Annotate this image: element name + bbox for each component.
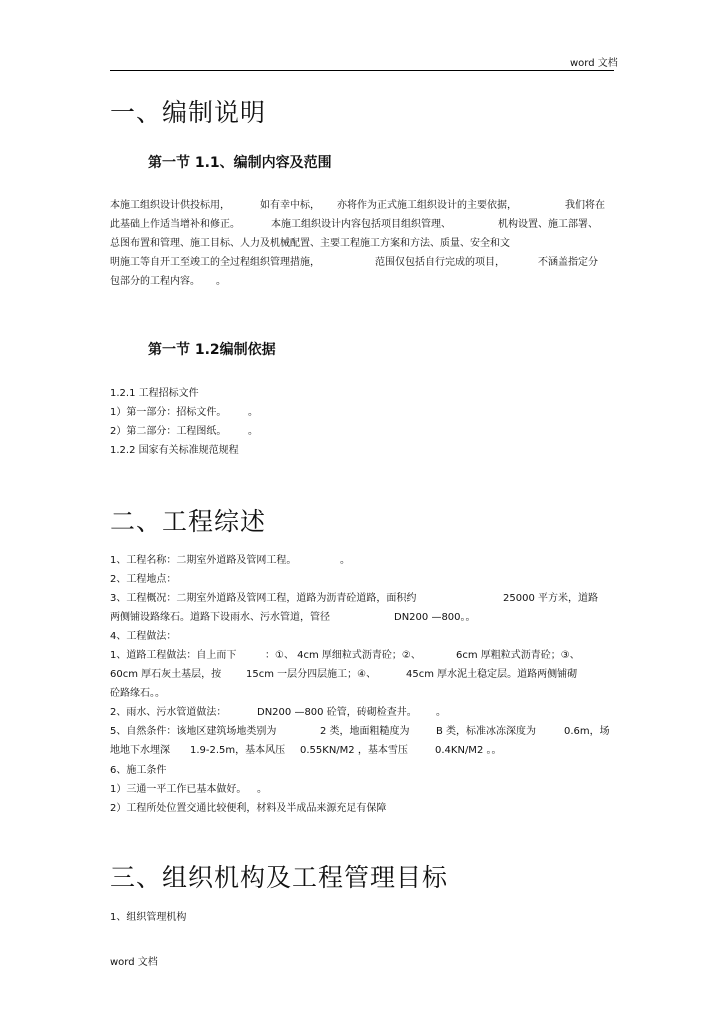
text-segment: 本施工组织设计供投标用， xyxy=(110,200,230,211)
text-segment: 我们将在 xyxy=(565,200,605,211)
text-segment: 砼路缘石。。 xyxy=(110,688,165,699)
text-segment: 包部分的工程内容。 xyxy=(110,276,200,287)
text-segment: 6、施工条件 xyxy=(110,765,167,776)
section-3-title: 三、组织机构及工程管理目标 xyxy=(110,863,449,892)
subsection-1-2-title: 第一节 1.2编制依据 xyxy=(148,342,276,358)
text-segment: 15cm 一层分四层施工；④、 xyxy=(246,669,377,680)
text-segment: 2）工程所处位置交通比较便利，材料及半成品来源充足有保障 xyxy=(110,803,387,814)
text-segment: 机构设置、施工部署、 xyxy=(498,219,598,230)
text-segment: 2 类，地面粗糙度为 xyxy=(320,726,410,737)
text-segment: 2、工程地点： xyxy=(110,574,177,585)
text-segment: 两侧铺设路缘石。道路下设雨水、污水管道，管径 xyxy=(110,612,330,623)
text-segment: 范围仅包括自行完成的项目， xyxy=(375,257,505,268)
section-2-title: 二、工程综述 xyxy=(110,507,267,536)
text-segment: 1、工程名称：二期室外道路及管网工程。 xyxy=(110,555,297,566)
text-segment: 1.9-2.5m，基本风压 xyxy=(190,745,286,756)
text-segment: ：①、 4cm 厚细粒式沥青砼；②、 xyxy=(265,650,421,661)
text-segment: 。 xyxy=(248,407,258,418)
header-rule xyxy=(110,70,614,71)
text-segment: 25000 平方米，道路 xyxy=(503,593,598,604)
text-segment: 本施工组织设计内容包括项目组织管理、 xyxy=(271,219,451,230)
text-segment: 0.4KN/M2 。。 xyxy=(435,745,502,756)
text-segment: 总图布置和管理、施工目标、人力及机械配置、主要工程施工方案和方法、质量、安全和文 xyxy=(110,238,510,249)
text-segment: 。 xyxy=(340,555,350,566)
text-segment: DN200 —800 砼管，砖砌检查井。 xyxy=(257,707,417,718)
section-1-title: 一、编制说明 xyxy=(110,98,267,127)
text-segment: 。 xyxy=(248,426,258,437)
text-segment: B 类，标准冰冻深度为 xyxy=(436,726,537,737)
text-segment: 5、自然条件：该地区建筑场地类别为 xyxy=(110,726,277,737)
text-segment: 0.6m，场 xyxy=(564,726,610,737)
text-segment: 明施工等自开工至竣工的全过程组织管理措施， xyxy=(110,257,320,268)
header-label: word 文档 xyxy=(570,58,618,69)
text-segment: 此基础上作适当增补和修正。 xyxy=(110,219,240,230)
subsection-1-1-title: 第一节 1.1、编制内容及范围 xyxy=(148,155,332,171)
text-segment: 不涵盖指定分 xyxy=(538,257,598,268)
text-segment: 。 xyxy=(257,784,267,795)
text-segment: 45cm 厚水泥土稳定层。道路两侧铺砌 xyxy=(406,669,578,680)
text-segment: 地地下水埋深 xyxy=(110,745,170,756)
text-segment: 1、组织管理机构 xyxy=(110,912,187,923)
text-segment: 1）三通一平工作已基本做好。 xyxy=(110,784,247,795)
text-segment: 。 xyxy=(436,707,446,718)
text-segment: 0.55KN/M2 ，基本雪压 xyxy=(300,745,408,756)
footer-label: word 文档 xyxy=(110,957,158,968)
text-segment: 60cm 厚石灰土基层，按 xyxy=(110,669,222,680)
text-segment: 1.2.1 工程招标文件 xyxy=(110,388,199,399)
text-segment: 如有幸中标， xyxy=(260,200,320,211)
text-segment: 1）第一部分：招标文件。 xyxy=(110,407,227,418)
text-segment: 4、工程做法： xyxy=(110,631,177,642)
text-segment: 2、雨水、污水管道做法： xyxy=(110,707,227,718)
text-segment: DN200 —800。。 xyxy=(394,612,476,623)
text-segment: 1.2.2 国家有关标准规范规程 xyxy=(110,445,239,456)
text-segment: 3、工程概况：二期室外道路及管网工程，道路为沥青砼道路，面积约 xyxy=(110,593,417,604)
text-segment: 1、道路工程做法：自上而下 xyxy=(110,650,237,661)
text-segment: 亦将作为正式施工组织设计的主要依据， xyxy=(337,200,517,211)
text-segment: 。 xyxy=(216,276,226,287)
text-segment: 6cm 厚粗粒式沥青砼；③、 xyxy=(456,650,580,661)
text-segment: 2）第二部分：工程图纸。 xyxy=(110,426,227,437)
